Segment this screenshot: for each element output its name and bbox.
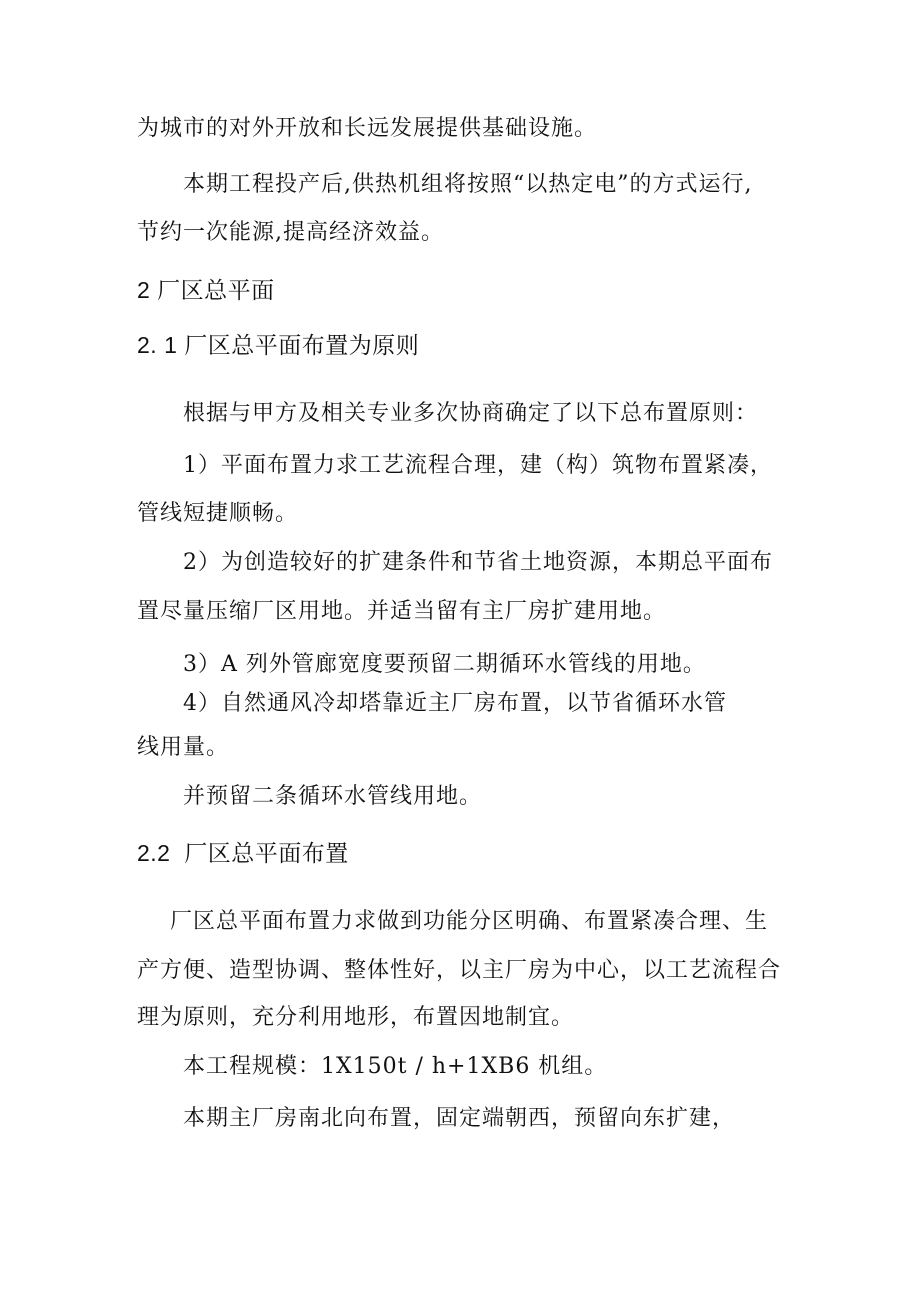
section-heading: 2 厂区总平面 [137, 277, 275, 303]
subsection-heading: 2.2 厂区总平面布置 [137, 840, 349, 866]
paragraph-line: 为城市的对外开放和长远发展提供基础设施。 [137, 116, 598, 141]
list-item-line: 2）为创造较好的扩建条件和节省土地资源，本期总平面布 [183, 550, 773, 575]
paragraph-line: 根据与甲方及相关专业多次协商确定了以下总布置原则： [183, 401, 759, 426]
paragraph-line: 本期主厂房南北向布置，固定端朝西，预留向东扩建， [183, 1106, 736, 1131]
paragraph-line: 理为原则，充分利用地形，布置因地制宜。 [137, 1005, 575, 1030]
subsection-heading: 2. 1 厂区总平面布置为原则 [137, 332, 420, 358]
paragraph-line: 本期工程投产后,供热机组将按照“以热定电”的方式运行, [183, 172, 753, 197]
list-item-line: 管线短捷顺畅。 [137, 501, 299, 526]
paragraph-line: 产方便、造型协调、整体性好，以主厂房为中心，以工艺流程合 [137, 958, 782, 983]
paragraph-line: 并预留二条循环水管线用地。 [183, 784, 483, 809]
list-item-line: 置尽量压缩厂区用地。并适当留有主厂房扩建用地。 [137, 599, 667, 624]
list-item-line: 线用量。 [137, 735, 230, 760]
paragraph-line: 节约一次能源,提高经济效益。 [137, 220, 444, 245]
list-item-line: 1）平面布置力求工艺流程合理，建（构）筑物布置紧凑， [183, 453, 773, 478]
list-item-line: 4）自然通风冷却塔靠近主厂房布置，以节省循环水管 [183, 691, 727, 716]
paragraph-line: 厂区总平面布置力求做到功能分区明确、布置紧凑合理、生 [170, 909, 769, 934]
paragraph-line: 本工程规模：1X150t / h+1XB6 机组。 [183, 1054, 608, 1079]
list-item-line: 3）A 列外管廊宽度要预留二期循环水管线的用地。 [183, 652, 706, 677]
